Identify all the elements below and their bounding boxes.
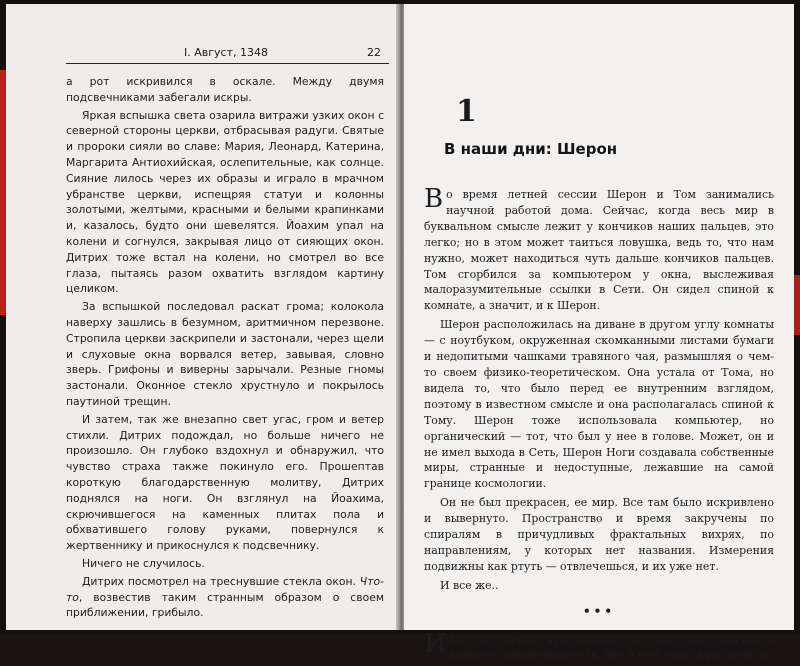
- paragraph-start: Дитрих посмотрел на треснувшие стекла окон.: [82, 574, 360, 588]
- paragraph: Ничего не случилось.: [82, 556, 205, 570]
- paragraph: Он не был прекрасен, ее мир. Все там было искривлено и вывернуто. Пространство и время закручены по спиралям в причудливых фрактальных вихрях, по направлениям, у которых нет названия. Измерения подвижны как ртуть — отвлечешься, и их уже нет.: [424, 496, 774, 573]
- chapter-number: 1: [456, 94, 477, 129]
- paragraph: И все же..: [440, 578, 499, 592]
- paragraph: [424, 628, 774, 664]
- drop-cap: И: [424, 628, 447, 659]
- book-edge-red-right: [794, 275, 800, 335]
- paragraph-last: [66, 574, 384, 621]
- page-number: 22: [367, 46, 381, 59]
- paragraph-text: о время летней сессии Шерон и Том занимались научной работой дома. Сейчас, когда весь мир в буквальном смысле лежит у кончиков наших пальцев, это легко; но в этом может таиться ловушка, ведь то, что нам нужно, может находиться чуть дальше кончиков пальцев. Том сгорбился за компьютером у окна, выслеживая малоразумительные ссылки в Сети. Он сидел спиной к комнате, а значит, и к Шерон.: [424, 188, 774, 313]
- right-page: [404, 4, 794, 662]
- left-body-text: [66, 74, 384, 623]
- running-title: I. Август, 1348: [184, 46, 268, 59]
- right-body-text: [424, 184, 774, 666]
- left-page: [6, 4, 402, 630]
- paragraph-end: , возвестив таким странным образом о своем приближении, грибыло.: [66, 590, 384, 620]
- running-head: [66, 44, 389, 64]
- italic-phrase: Что-то: [66, 574, 384, 604]
- paragraph: Шерон расположилась на диване в другом углу комнаты — с ноутбуком, окруженная скомканными листами бумаги и недопитыми чашками травяного чая, размышляя о чем-то своем физико-теоретическом. Она устала от Тома, но видела то, что было перед ее внутренним взглядом, поэтому в известном смысле и она располагалась спиной к Тому. Шерон тоже использовала компьютер, но органический — тот, что был у нее в голове. Может, он и не имел выхода в Сеть, Шерон Ноги создавала собственные миры, странные и недоступные, лежавшие на самой границе космологии.: [424, 318, 774, 491]
- paragraph: И затем, так же внезапно свет угас, гром и ветер стихли. Дитрих подождал, но больше ничего не произошло. Он глубоко вздохнул и обнаружил, что чувство страха также покинуло его. Прошептав короткую благодарственную молитву, Дитрих поднялся на ноги. Он взглянул на Йоахима, скрючившегося на каменных плитах пола и обхватившего голову руками, повернулся к жертвеннику и прикоснулся к подсвечнику.: [66, 412, 384, 553]
- drop-cap: В: [424, 184, 444, 214]
- paragraph: а рот искривился в оскале. Между двумя подсвечниками забегали искры.: [66, 75, 384, 104]
- paragraph: За вспышкой последовал раскат грома; колокола наверху зашлись в безумном, аритмичном перезвоне. Стропила церкви заскрипели и застонали, через щели и слуховые окна ворвался ветер, завывая, словно зверь. Грифоны и виверны зарычали. Резные гномы застонали. Оконное стекло хрустнуло и покрылось паутиной трещин.: [66, 300, 384, 408]
- paragraph-text: все же Шерон чувствовала, что этот хаос подчинен какой-то закономерности, что в нем таится рисунок, и: [449, 632, 774, 662]
- paragraph: Яркая вспышка света озарила витражи узких окон с северной стороны церкви, отбрасывая радуги. Святые и пророки сияли во славе: Мария, Леонард, Катерина, Маргарита Антиохийская, ослепительные, как солнце. Сияние лилось через их образы и играло в мрачном убранстве церкви, испещряя статуи и колонны золотыми, желтыми, красными и белыми крапинками и, казалось, будто они шевелятся. Йоахим упал на колени и согнулся, закрывая лицо от сияющих окон. Дитрих тоже встал на колени, но смотрел во все глаза, пытаясь разом охватить взглядом картину целиком.: [66, 108, 384, 296]
- section-ornament: •••: [582, 603, 615, 618]
- chapter-title: В наши дни: Шерон: [444, 140, 618, 158]
- paragraph: [424, 184, 774, 314]
